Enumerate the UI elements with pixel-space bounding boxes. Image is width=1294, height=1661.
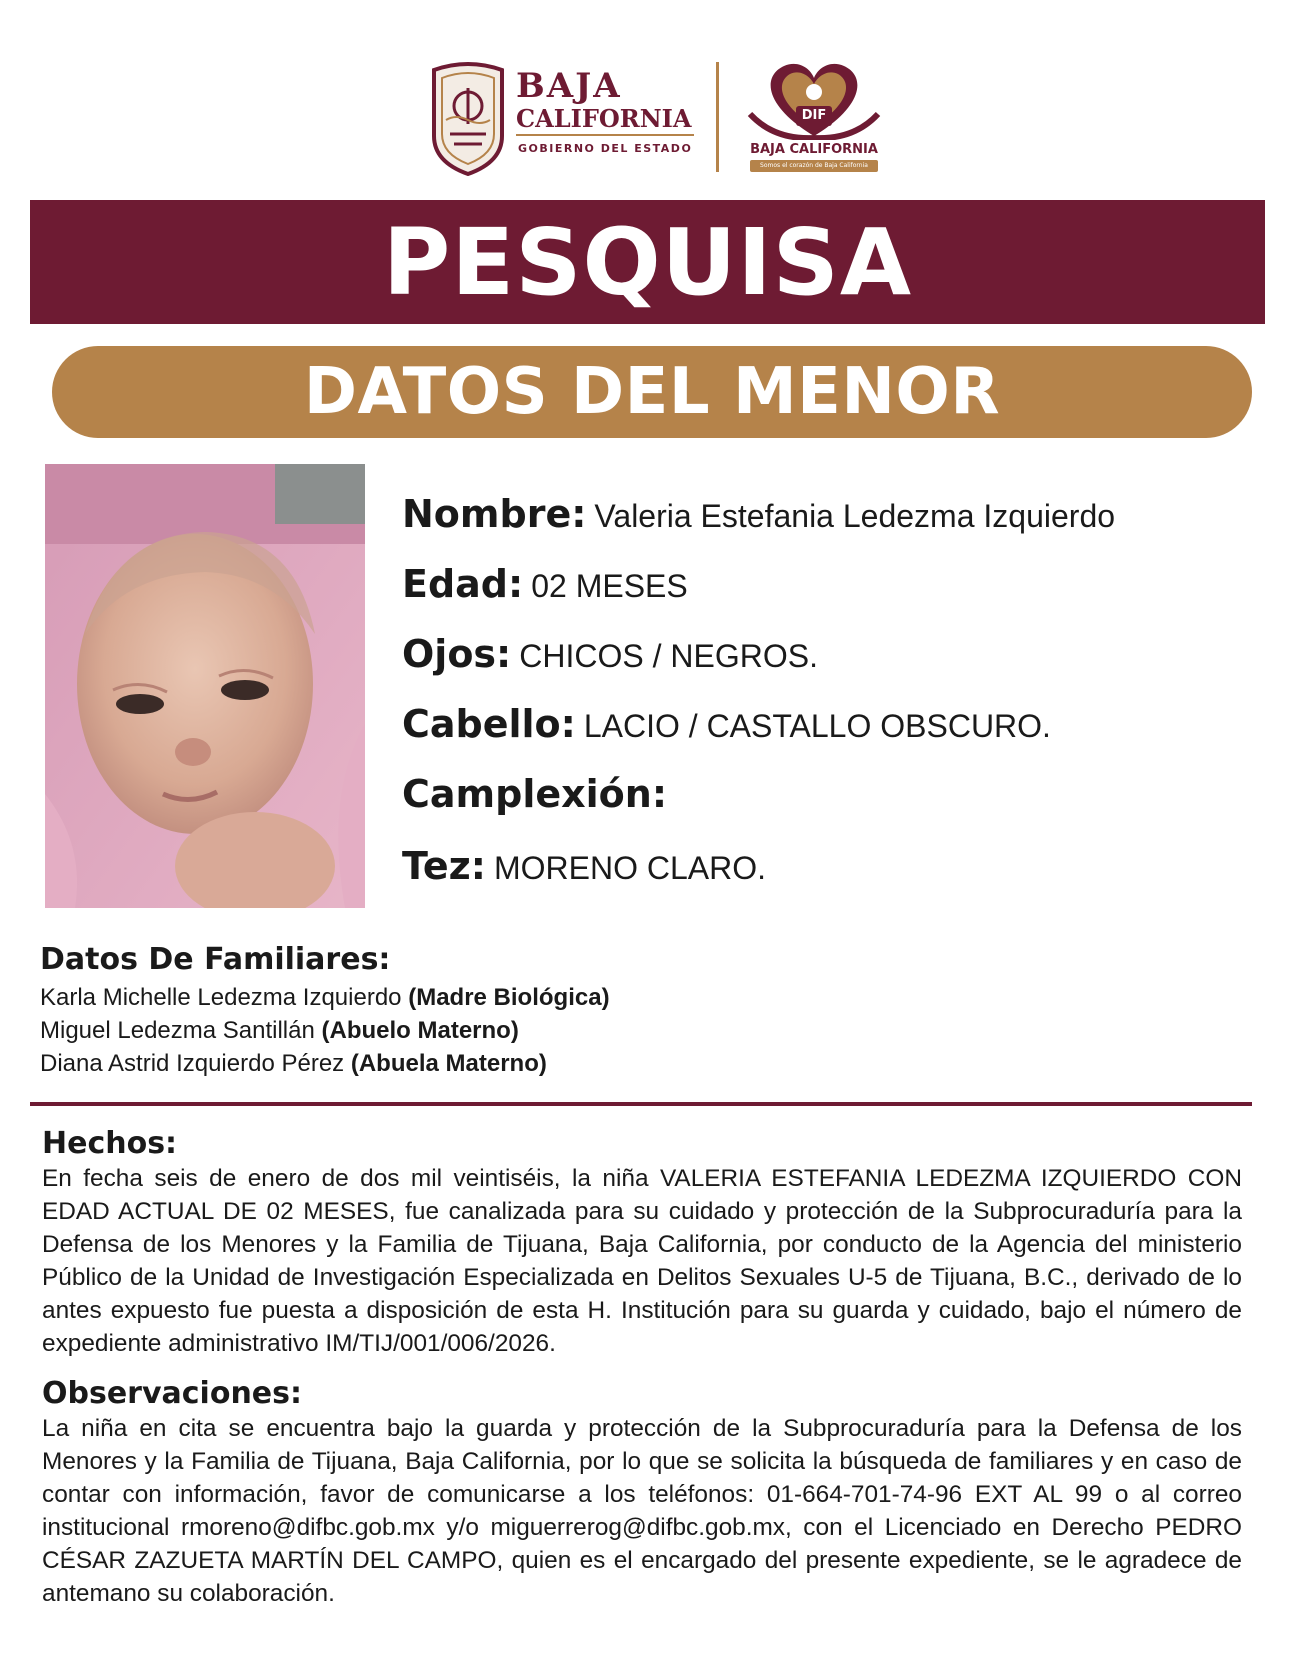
section-divider [30,1102,1252,1106]
detail-cabello [402,702,1051,746]
familiar-role: (Abuela Materno) [350,1050,547,1077]
tez-label: Tez: [402,844,486,888]
hechos-text: En fecha seis de enero de dos mil veintiséis, la niña VALERIA ESTEFANIA LEDEZMA IZQUIERDO CON EDAD ACTUAL DE 02 MESES, fue canalizada para su cuidado y protección de la Subprocuraduría para la Defensa de los Menores y la Familia de Tijuana, Baja California, por conducto de la Agencia del ministerio Público de la Unidad de Investigación Especializada en Delitos Sexuales U-5 de Tijuana, B.C., derivado de lo antes expuesto fue puesta a disposición de esta H. Institución para su guarda y cuidado, bajo el número de expediente administrativo IM/TIJ/001/006/2026. [42,1165,1242,1357]
familiar-name: Miguel Ledezma Santillán [40,1017,315,1044]
logo-divider [716,62,719,172]
baja-california-logo [428,58,708,176]
title-banner [30,200,1265,324]
edad-value: 02 MESES [531,568,688,604]
detail-nombre [402,492,1115,536]
familiar-item [40,1017,519,1045]
familiar-role: (Madre Biológica) [408,984,610,1011]
dif-tagline-bar [750,160,878,172]
subtitle-pill [52,346,1252,438]
ojos-label: Ojos: [402,632,512,676]
section-subtitle: DATOS DEL MENOR [303,355,1001,429]
familiar-name: Karla Michelle Ledezma Izquierdo [40,984,402,1011]
familiar-role: (Abuelo Materno) [321,1017,519,1044]
detail-ojos [402,632,818,676]
state-logo-rule [516,134,694,136]
complexion-label: Camplexión: [402,772,668,816]
ojos-value: CHICOS / NEGROS. [519,638,818,674]
child-photo [45,464,365,908]
heart-hands-icon [744,56,884,140]
page-title: PESQUISA [382,208,913,316]
detail-complexion [402,772,675,816]
familiar-name: Diana Astrid Izquierdo Pérez [40,1050,345,1077]
observaciones-heading: Observaciones: [42,1376,303,1411]
familiar-item [40,984,610,1012]
nombre-label: Nombre: [402,492,587,536]
detail-edad [402,562,688,606]
familiar-item [40,1050,547,1078]
state-logo-line2: CALIFORNIA [516,104,692,133]
nombre-value: Valeria Estefania Ledezma Izquierdo [594,498,1116,534]
familiares-heading: Datos De Familiares: [40,942,391,977]
state-logo-line1: BAJA [516,66,622,106]
hechos-heading: Hechos: [42,1126,178,1161]
tez-value: MORENO CLARO. [493,850,766,886]
state-logo-line3: GOBIERNO DEL ESTADO [518,142,693,155]
dif-name: BAJA CALIFORNIA [750,142,878,157]
cabello-value: LACIO / CASTALLO OBSCURO. [583,708,1051,744]
dif-logo [744,56,884,174]
cabello-label: Cabello: [402,702,576,746]
dif-tagline: Somos el corazón de Baja California [760,162,868,169]
observaciones-text: La niña en cita se encuentra bajo la guarda y protección de la Subprocuraduría para la Defensa de los Menores y la Familia de Tijuana, Baja California, por lo que se solicita la búsqueda de familiares y en caso de contar con información, favor de comunicarse a los teléfonos: 01-664-701-74-96 EXT AL 99 o al correo institucional rmoreno@difbc.gob.mx y/o miguerrerog@difbc.gob.mx, con el Licenciado en Derecho PEDRO CÉSAR ZAZUETA MARTÍN DEL CAMPO, quien es el encargado del presente expediente, se le agradece de antemano su colaboración. [42,1415,1242,1607]
dif-acronym: DIF [801,108,827,123]
edad-label: Edad: [402,562,524,606]
detail-tez [402,844,766,888]
